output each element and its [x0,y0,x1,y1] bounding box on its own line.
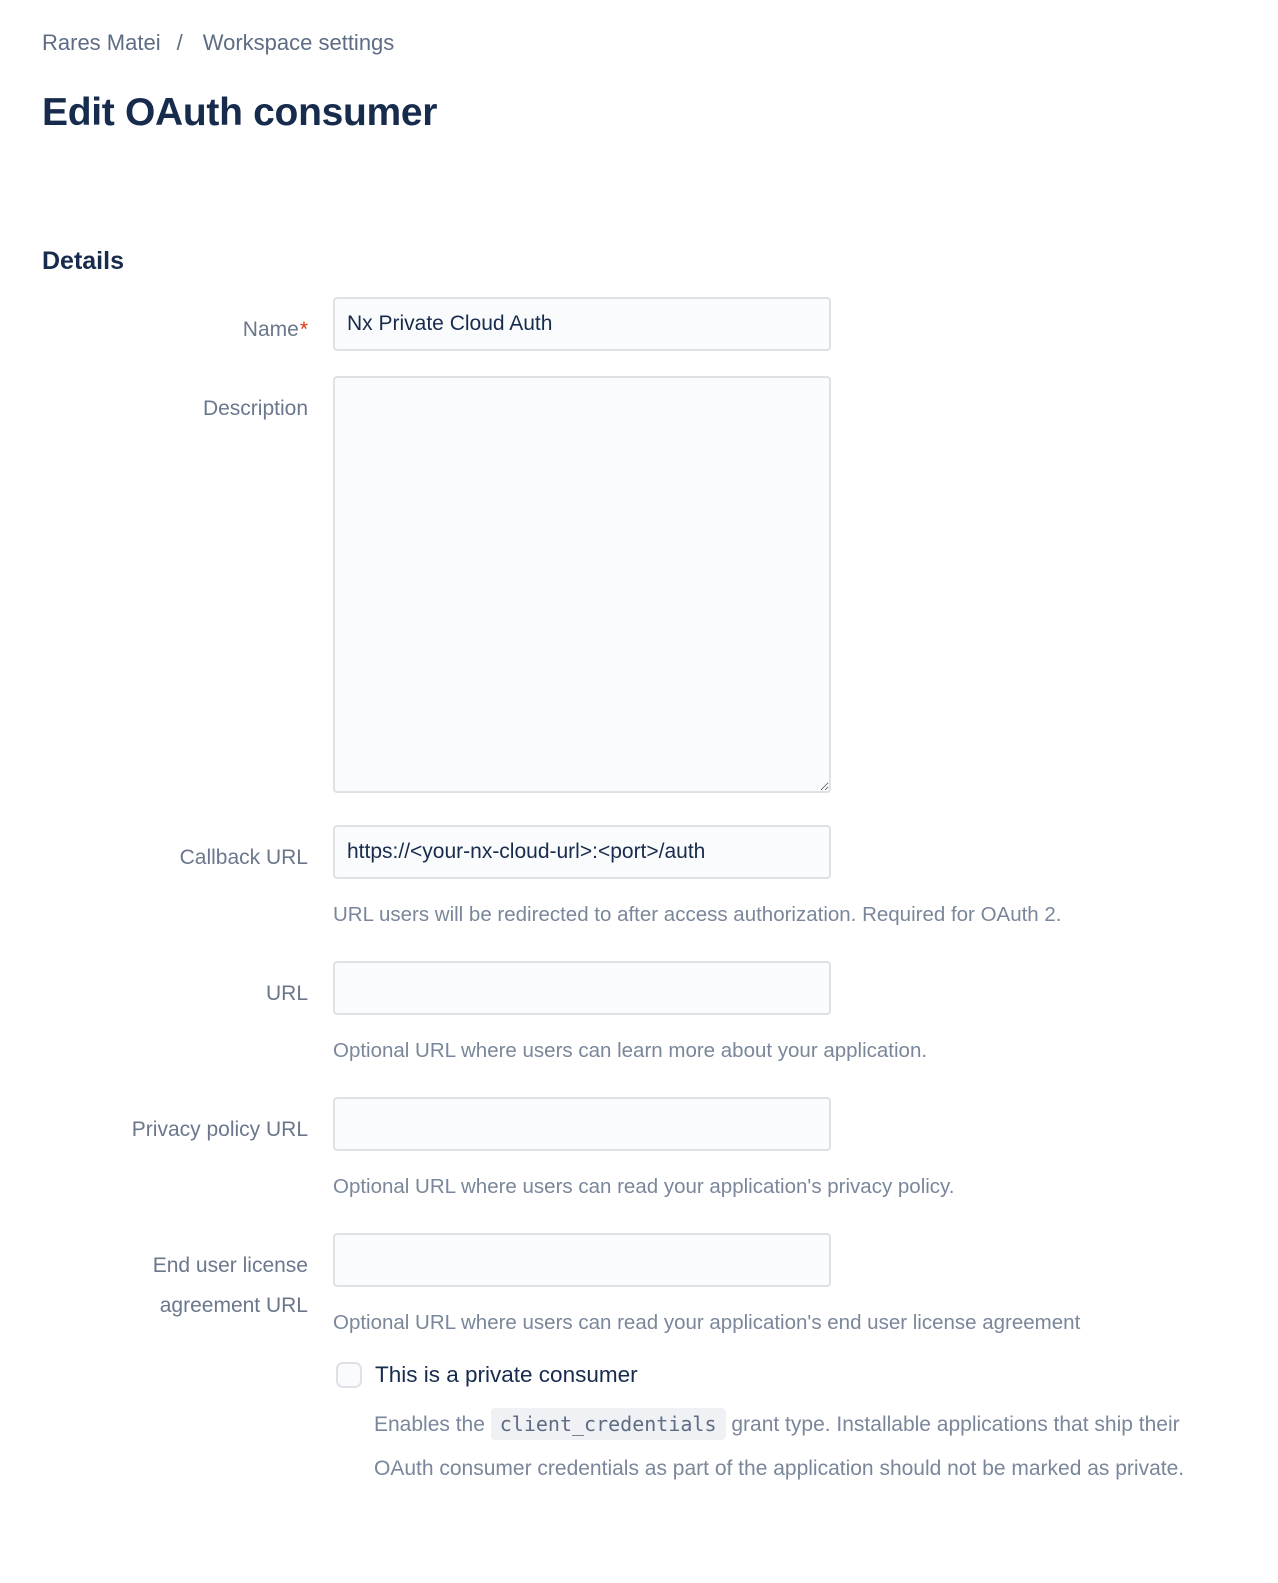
client-credentials-code-chip: client_credentials [491,1408,726,1440]
eula-url-field-col [333,1233,1238,1337]
description-label: Description [202,397,308,420]
private-consumer-helper-suffix: grant type. Installable applications that ship their OAuth consumer credentials as part of the application should not be marked as private. [374,1413,1185,1480]
url-input[interactable] [333,961,831,1015]
callback-url-input[interactable] [333,825,831,879]
privacy-policy-url-input[interactable] [333,1097,831,1151]
name-label-text: Name [242,318,299,341]
description-textarea[interactable] [333,376,831,793]
private-consumer-checkbox[interactable] [336,1362,362,1388]
eula-url-field-row [42,1233,1238,1337]
name-input[interactable] [333,297,831,351]
privacy-policy-url-label: Privacy policy URL [131,1118,308,1141]
privacy-policy-url-helper-text: Optional URL where users can read your application's privacy policy. [333,1175,955,1198]
privacy-policy-url-field-row [42,1097,1238,1201]
name-field-col [333,297,1238,351]
breadcrumb-workspace-settings-link[interactable]: Workspace settings [202,30,395,55]
callback-url-label: Callback URL [179,846,308,869]
eula-url-helper-text: Optional URL where users can read your application's end user license agreement [333,1311,1081,1334]
eula-url-label: End user license agreement URL [152,1254,308,1317]
url-field-row [42,961,1238,1065]
description-field-row [42,376,1238,793]
required-asterisk: * [299,318,308,341]
name-field-row [42,297,1238,351]
private-consumer-helper-prefix: Enables the [374,1413,491,1436]
private-consumer-checkbox-label: This is a private consumer [375,1362,638,1387]
private-consumer-checkbox-line[interactable] [333,1362,638,1388]
breadcrumb-workspace-link[interactable]: Rares Matei [42,30,161,55]
name-label [42,297,308,351]
callback-url-helper-text: URL users will be redirected to after access authorization. Required for OAuth 2. [333,903,1062,926]
private-consumer-row [42,1362,1238,1491]
details-heading: Details [42,247,124,275]
breadcrumb [42,30,1238,56]
url-label: URL [265,982,308,1005]
private-consumer-label-spacer [42,1362,308,1491]
eula-url-input[interactable] [333,1233,831,1287]
callback-url-field-row [42,825,1238,929]
private-consumer-field-col [333,1362,1238,1491]
private-consumer-helper-text [374,1402,1202,1491]
page-title: Edit OAuth consumer [42,91,438,134]
callback-url-field-col [333,825,1238,929]
description-field-col [333,376,1238,793]
privacy-policy-url-field-col [333,1097,1238,1201]
breadcrumb-separator: / [176,30,183,55]
url-field-col [333,961,1238,1065]
url-helper-text: Optional URL where users can learn more about your application. [333,1039,928,1062]
details-section [42,247,1238,1491]
